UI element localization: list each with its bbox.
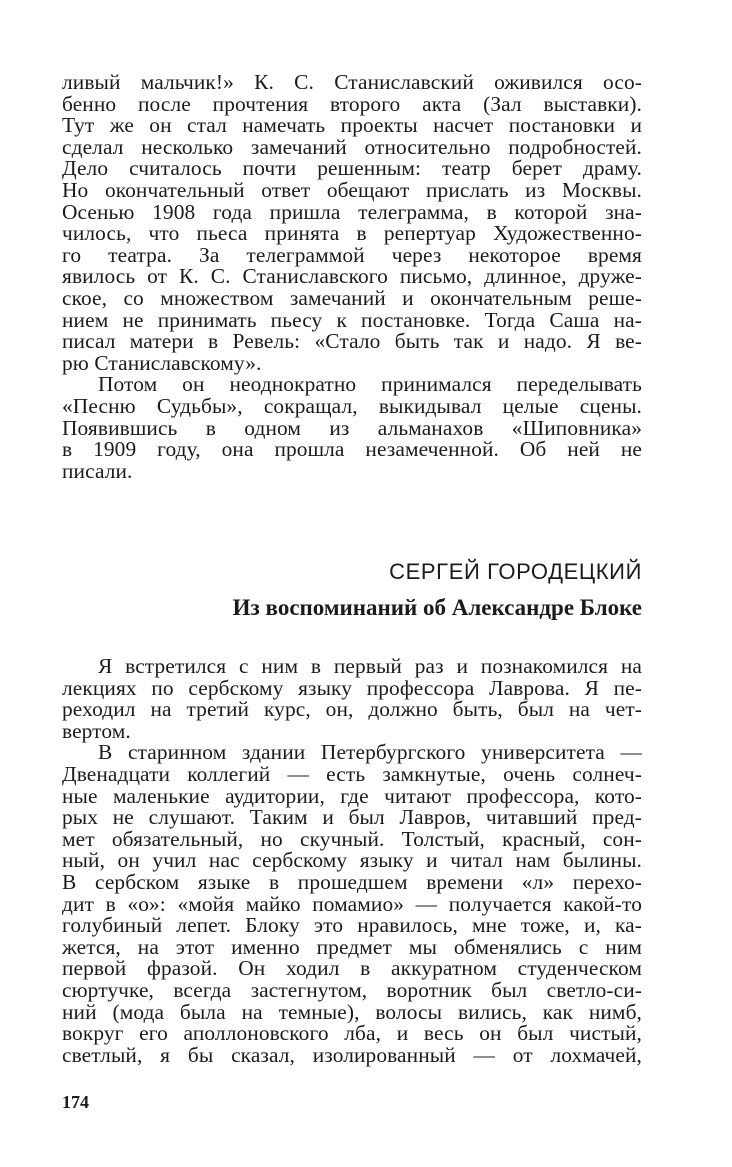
text-line: голубиный лепет. Блоку это нравилось, мне тоже, и, ка-	[62, 913, 642, 938]
text-line: вокруг его аполлоновского лба, и весь он был чистый,	[62, 1021, 642, 1046]
text-line: вертом.	[62, 718, 131, 743]
text-line: В сербском языке в прошедшем времени «л» перехо-	[62, 869, 642, 894]
text-line: Я встретился с ним в первый раз и познакомился на	[98, 654, 642, 678]
text-line: «Песню Судьбы», сокращал, выкидывал целые сцены.	[62, 393, 642, 418]
text-line: светлый, я бы сказал, изолированный — от лохмачей,	[62, 1042, 642, 1067]
text-line: Осенью 1908 года пришла телеграмма, в которой зна-	[62, 199, 642, 224]
page-number: 174	[62, 1092, 89, 1112]
text-line: рых не слушают. Таким и был Лавров, читавший пред-	[62, 805, 642, 830]
chapter-title: Из воспоминаний об Александре Блоке	[232, 595, 642, 620]
text-line: в 1909 году, она прошла незамеченной. Об ней не	[62, 437, 642, 462]
text-line: Дело считалось почти решенным: театр берет драму.	[62, 156, 642, 181]
text-line: Потом он неоднократно принимался переделывать	[98, 372, 642, 397]
author-heading: СЕРГЕЙ ГОРОДЕЦКИЙ	[389, 559, 642, 584]
text-line: ское, со множеством замечаний и окончательным реше-	[62, 285, 642, 310]
text-line: ний (мода была на темные), волосы вились, как нимб,	[62, 999, 642, 1024]
text-line: сделал несколько замечаний относительно подробностей.	[62, 134, 642, 159]
text-line: дит в «о»: «мойя майко помамио» — получается какой-то	[62, 891, 642, 916]
text-line: жется, на этот именно предмет мы обменялись с ним	[62, 934, 642, 959]
text-line: ные маленькие аудитории, где читают профессора, кото-	[62, 783, 642, 808]
text-line: нием не принимать пьесу к постановке. Тогда Саша на-	[62, 307, 642, 332]
text-line: реходил на третий курс, он, должно быть, был на чет-	[62, 697, 642, 722]
text-line: го театра. За телеграммой через некоторое время	[62, 242, 642, 267]
paragraph-continuation	[62, 72, 642, 482]
text-line: бенно после прочтения второго акта (Зал выставки).	[62, 91, 642, 116]
book-page	[62, 70, 642, 1067]
text-line: лекциях по сербскому языку профессора Лаврова. Я пе-	[62, 675, 642, 700]
text-line: мет обязательный, но скучный. Толстый, красный, сон-	[62, 826, 642, 851]
text-line: Двенадцати коллегий — есть замкнутые, очень солнеч-	[62, 761, 642, 786]
text-line: явилось от К. С. Станиславского письмо, длинное, друже-	[62, 264, 642, 289]
text-line: писал матери в Ревель: «Стало быть так и надо. Я ве-	[62, 329, 642, 354]
text-line: рю Станиславскому».	[62, 350, 262, 375]
memoir-text	[62, 656, 642, 1066]
text-line: чилось, что пьеса принята в репертуар Художественно-	[62, 221, 642, 246]
text-line: первой фразой. Он ходил в аккуратном студенческом	[62, 956, 642, 981]
text-line: В старинном здании Петербургского университета —	[98, 740, 642, 765]
text-line: ный, он учил нас сербскому языку и читал нам былины.	[62, 848, 642, 873]
text-line: сюртучке, всегда застегнутом, воротник был светло-си-	[62, 977, 642, 1002]
text-line: Но окончательный ответ обещают прислать из Москвы.	[62, 177, 642, 202]
text-line: Тут же он стал намечать проекты насчет постановки и	[62, 113, 642, 138]
text-line: Появившись в одном из альманахов «Шиповника»	[62, 415, 642, 440]
text-line: ливый мальчик!» К. С. Станиславский оживился осо-	[62, 70, 642, 94]
text-line: писали.	[62, 458, 133, 483]
